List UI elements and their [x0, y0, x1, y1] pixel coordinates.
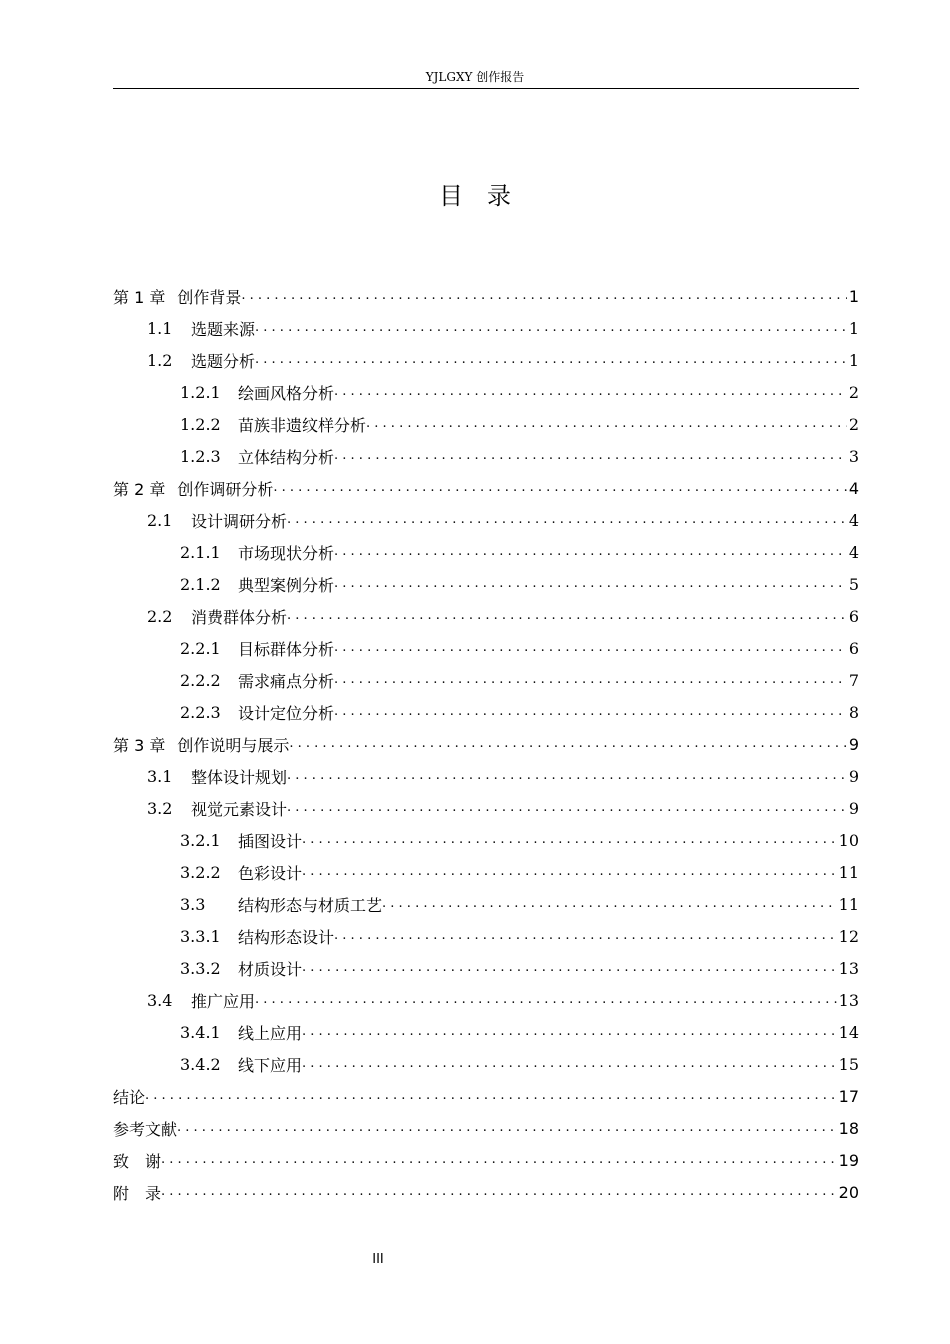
dot-leader	[302, 824, 837, 856]
dot-leader	[287, 760, 847, 792]
toc-entry[interactable]	[113, 792, 859, 824]
toc-entry[interactable]	[113, 280, 859, 312]
toc-entry-title: 结构形态与材质工艺	[238, 895, 383, 915]
toc-entry-number: 2.2.1	[180, 638, 221, 658]
toc-entry-title: 市场现状分析	[238, 543, 335, 563]
toc-entry[interactable]	[113, 632, 859, 664]
dot-leader	[366, 408, 847, 440]
toc-entry-page: 13	[838, 990, 859, 1010]
dot-leader	[145, 1080, 837, 1112]
toc-entry[interactable]	[113, 888, 859, 920]
toc-entry-page: 20	[838, 1182, 859, 1202]
dot-leader	[241, 280, 846, 312]
toc-entry[interactable]	[113, 600, 859, 632]
toc-entry-page: 5	[848, 574, 859, 594]
toc-entry-number: 3.3.1	[180, 926, 221, 946]
toc-entry[interactable]	[113, 408, 859, 440]
dot-leader	[334, 376, 847, 408]
toc-entry-title: 线下应用	[238, 1055, 303, 1075]
toc-entry-title: 设计调研分析	[191, 511, 288, 531]
toc-entry-title: 创作调研分析	[177, 479, 274, 499]
toc-entry[interactable]	[113, 536, 859, 568]
toc-entry-number: 1.1	[147, 318, 173, 338]
toc-entry-number: 1.2.3	[180, 446, 221, 466]
dot-leader	[334, 664, 847, 696]
toc-entry[interactable]	[113, 344, 859, 376]
toc-title: 目录	[439, 182, 535, 210]
toc-entry-number: 3.4.2	[180, 1054, 221, 1074]
toc-entry-number: 1.2.2	[180, 414, 221, 434]
toc-entry-number: 2.2.3	[180, 702, 221, 722]
toc-entry-number: 2.1.1	[180, 542, 221, 562]
toc-entry-page: 4	[848, 478, 859, 498]
toc-entry-title: 致 谢	[113, 1151, 162, 1171]
toc-entry-number: 3.2.1	[180, 830, 221, 850]
toc-entry-page: 12	[838, 926, 859, 946]
toc-entry[interactable]	[113, 1048, 859, 1080]
toc-entry[interactable]	[113, 1144, 859, 1176]
header-rule	[113, 88, 859, 89]
dot-leader	[334, 920, 837, 952]
toc-entry[interactable]	[113, 472, 859, 504]
toc-entry[interactable]	[113, 952, 859, 984]
toc-entry[interactable]	[113, 856, 859, 888]
toc-entry-number: 3.1	[147, 766, 173, 786]
dot-leader	[161, 1144, 837, 1176]
toc-entry-title: 参考文献	[113, 1119, 178, 1139]
toc-entry-title: 设计定位分析	[238, 703, 335, 723]
toc-entry-title: 立体结构分析	[238, 447, 335, 467]
toc-entry-page: 10	[838, 830, 859, 850]
toc-entry-title: 整体设计规划	[191, 767, 288, 787]
toc-entry-page: 11	[838, 894, 859, 914]
toc-entry-page: 1	[848, 350, 859, 370]
dot-leader	[287, 792, 847, 824]
toc-entry-number: 2.2.2	[180, 670, 221, 690]
toc-entry[interactable]	[113, 920, 859, 952]
toc-entry-number: 3.4.1	[180, 1022, 221, 1042]
toc-entry-page: 19	[838, 1150, 859, 1170]
toc-entry-page: 17	[838, 1086, 859, 1106]
toc-entry-number: 3.2.2	[180, 862, 221, 882]
dot-leader	[255, 984, 837, 1016]
running-header: YJLGXY 创作报告	[425, 70, 525, 84]
toc-entry-title: 附 录	[113, 1183, 162, 1203]
toc-entry-title: 结构形态设计	[238, 927, 335, 947]
toc-entry-title: 视觉元素设计	[191, 799, 288, 819]
toc-entry-title: 材质设计	[238, 959, 303, 979]
dot-leader	[273, 472, 846, 504]
dot-leader	[177, 1112, 837, 1144]
toc-entry-number: 2.1.2	[180, 574, 221, 594]
toc-entry-page: 9	[848, 734, 859, 754]
dot-leader	[302, 1048, 837, 1080]
dot-leader	[161, 1176, 837, 1208]
toc-entry[interactable]	[113, 568, 859, 600]
dot-leader	[302, 952, 837, 984]
toc-entry[interactable]	[113, 1016, 859, 1048]
toc-entry-page: 6	[848, 606, 859, 626]
toc-entry-title: 线上应用	[238, 1023, 303, 1043]
toc-entry-title: 色彩设计	[238, 863, 303, 883]
toc-entry-number: 3.4	[147, 990, 173, 1010]
toc-entry-page: 9	[848, 766, 859, 786]
page-number: III	[372, 1252, 384, 1267]
toc-entry-title: 消费群体分析	[191, 607, 288, 627]
toc-entry-title: 创作背景	[177, 287, 242, 307]
toc-entry-page: 2	[848, 414, 859, 434]
toc-entry[interactable]	[113, 376, 859, 408]
toc-entry-number: 1.2.1	[180, 382, 221, 402]
toc-entry[interactable]	[113, 984, 859, 1016]
toc-entry-page: 1	[848, 286, 859, 306]
toc-entry[interactable]	[113, 1080, 859, 1112]
toc-entry[interactable]	[113, 824, 859, 856]
toc-entry[interactable]	[113, 504, 859, 536]
dot-leader	[334, 536, 847, 568]
toc-entry-page: 8	[848, 702, 859, 722]
toc-entry-page: 1	[848, 318, 859, 338]
dot-leader	[287, 504, 847, 536]
toc-entry-page: 4	[848, 510, 859, 530]
toc-entry[interactable]	[113, 1176, 859, 1208]
dot-leader	[302, 1016, 837, 1048]
toc-entry-number: 1.2	[147, 350, 173, 370]
toc-entry-title: 选题分析	[191, 351, 256, 371]
toc-entry-page: 18	[838, 1118, 859, 1138]
toc-entry-title: 目标群体分析	[238, 639, 335, 659]
toc-entry-title: 创作说明与展示	[177, 735, 290, 755]
dot-leader	[334, 632, 847, 664]
toc-entry-title: 绘画风格分析	[238, 383, 335, 403]
dot-leader	[302, 856, 837, 888]
toc-entry-page: 7	[848, 670, 859, 690]
dot-leader	[334, 440, 847, 472]
toc-entry-number: 第 2 章	[113, 479, 166, 499]
toc-entry-title: 苗族非遗纹样分析	[238, 415, 367, 435]
toc-entry-number: 2.2	[147, 606, 173, 626]
toc-entry-number: 第 1 章	[113, 287, 166, 307]
toc-entry-title: 选题来源	[191, 319, 256, 339]
dot-leader	[289, 728, 846, 760]
dot-leader	[382, 888, 837, 920]
toc-entry-number: 3.3.2	[180, 958, 221, 978]
dot-leader	[255, 312, 847, 344]
toc-entry-page: 14	[838, 1022, 859, 1042]
table-of-contents	[113, 280, 859, 1208]
toc-entry-number: 2.1	[147, 510, 173, 530]
toc-entry[interactable]	[113, 440, 859, 472]
toc-entry-page: 9	[848, 798, 859, 818]
toc-entry[interactable]	[113, 1112, 859, 1144]
toc-entry-page: 6	[848, 638, 859, 658]
dot-leader	[287, 600, 847, 632]
dot-leader	[255, 344, 847, 376]
toc-entry[interactable]	[113, 664, 859, 696]
toc-entry-title: 推广应用	[191, 991, 256, 1011]
toc-entry-number: 3.3	[180, 894, 206, 914]
toc-entry-page: 11	[838, 862, 859, 882]
toc-entry-page: 13	[838, 958, 859, 978]
toc-entry-title: 结论	[113, 1087, 146, 1107]
dot-leader	[334, 696, 847, 728]
toc-entry[interactable]	[113, 760, 859, 792]
toc-entry-number: 第 3 章	[113, 735, 166, 755]
toc-entry[interactable]	[113, 696, 859, 728]
toc-entry-title: 典型案例分析	[238, 575, 335, 595]
toc-entry[interactable]	[113, 312, 859, 344]
toc-entry-page: 3	[848, 446, 859, 466]
toc-entry-number: 3.2	[147, 798, 173, 818]
toc-entry-page: 2	[848, 382, 859, 402]
toc-entry-page: 15	[838, 1054, 859, 1074]
toc-entry-title: 插图设计	[238, 831, 303, 851]
toc-entry-title: 需求痛点分析	[238, 671, 335, 691]
toc-entry-page: 4	[848, 542, 859, 562]
toc-entry[interactable]	[113, 728, 859, 760]
dot-leader	[334, 568, 847, 600]
